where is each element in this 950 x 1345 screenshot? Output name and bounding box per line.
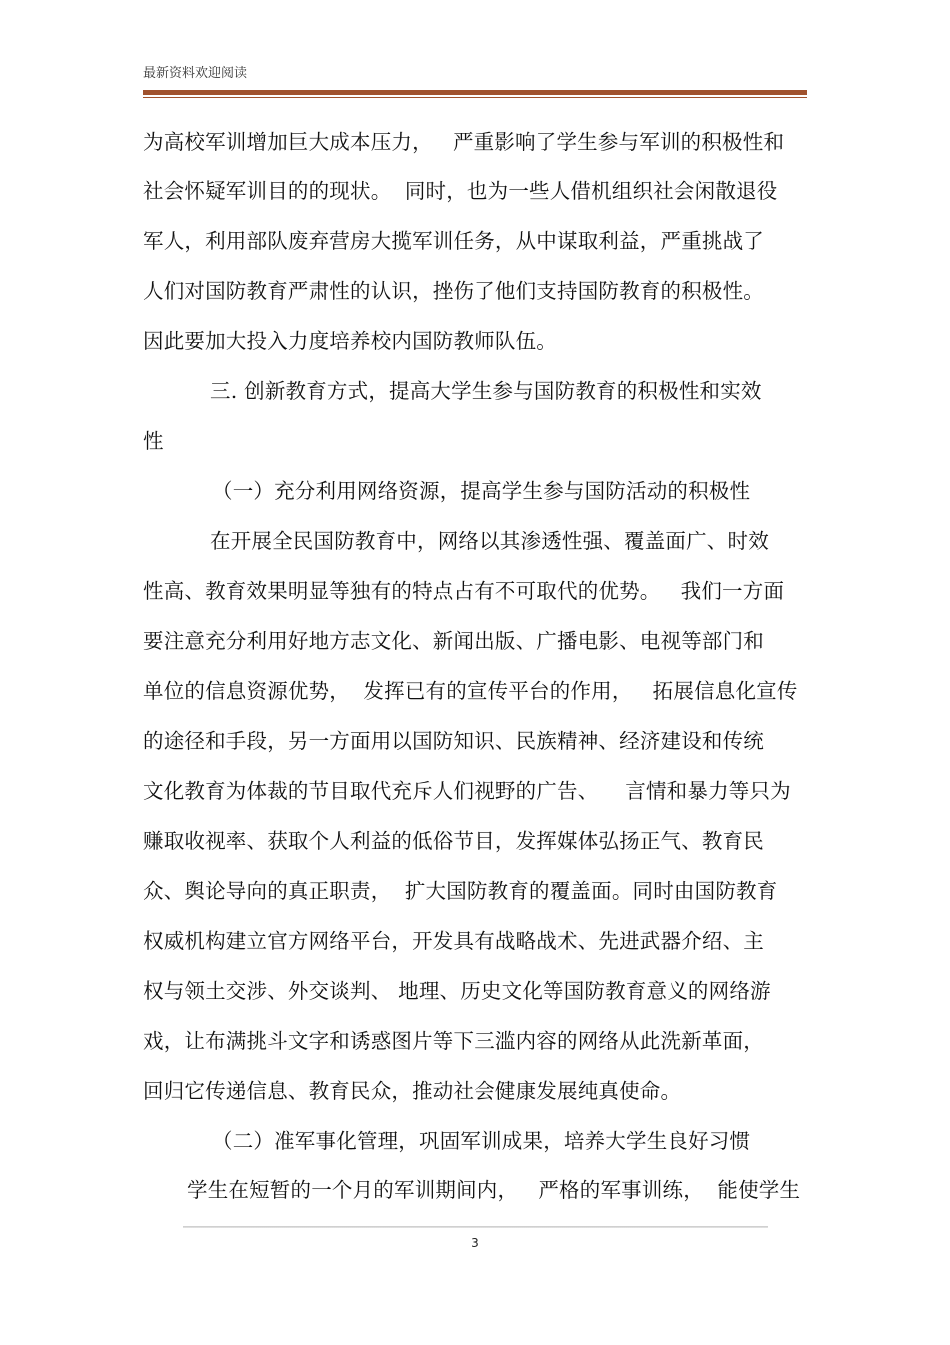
text-line: 权威机构建立官方网络平台，开发具有战略战术、先进武器介绍、主 [143,929,764,953]
text-line: 的途径和手段，另一方面用以国防知识、民族精神、经济建设和传统 [143,729,764,753]
text-line: 赚取收视率、获取个人利益的低俗节目，发挥媒体弘扬正气、教育民 [143,829,764,853]
text-line: 在开展全民国防教育中，网络以其渗透性强、覆盖面广、时效 [210,529,769,553]
text-line: 为高校军训增加巨大成本压力， 严重影响了学生参与军训的积极性和 [143,130,785,154]
text-line: 性高、教育效果明显等独有的特点占有不可取代的优势。 我们一方面 [143,579,785,603]
subsection-heading: （一）充分利用网络资源，提高学生参与国防活动的积极性 [212,479,751,503]
footer-rule [183,1226,768,1228]
section-heading: 三. 创新教育方式，提高大学生参与国防教育的积极性和实效 [210,379,762,403]
text-line: 人们对国防教育严肃性的认识，挫伤了他们支持国防教育的积极性。 [143,279,764,303]
text-line: 因此要加大投入力度培养校内国防教师队伍。 [143,329,557,353]
text-line: 回归它传递信息、教育民众，推动社会健康发展纯真使命。 [143,1079,682,1103]
text-line: 众、舆论导向的真正职责， 扩大国防教育的覆盖面。同时由国防教育 [143,879,778,903]
text-line: 社会怀疑军训目的的现状。 同时，也为一些人借机组织社会闲散退役 [143,179,778,203]
section-heading-continuation: 性 [143,429,164,453]
header-text: 最新资料欢迎阅读 [143,66,248,81]
text-line: 文化教育为体裁的节目取代充斥人们视野的广告、 言情和暴力等只为 [143,779,791,803]
text-line: 学生在短暂的一个月的军训期间内， 严格的军事训练， 能使学生 [187,1178,801,1202]
text-line: 权与领土交涉、外交谈判、 地理、历史文化等国防教育意义的网络游 [143,979,771,1003]
header-rule-thin [143,97,807,98]
subsection-heading: （二）准军事化管理，巩固军训成果，培养大学生良好习惯 [212,1129,751,1153]
page-number: 3 [471,1236,479,1250]
text-line: 戏，让布满挑斗文字和诱惑图片等下三滥内容的网络从此洗新革面， [143,1029,764,1053]
text-line: 要注意充分利用好地方志文化、新闻出版、广播电影、电视等部门和 [143,629,764,653]
header-rule-thick [143,90,807,95]
text-line: 军人，利用部队废弃营房大揽军训任务，从中谋取利益，严重挑战了 [143,229,764,253]
text-line: 单位的信息资源优势， 发挥已有的宣传平台的作用， 拓展信息化宣传 [143,679,798,703]
